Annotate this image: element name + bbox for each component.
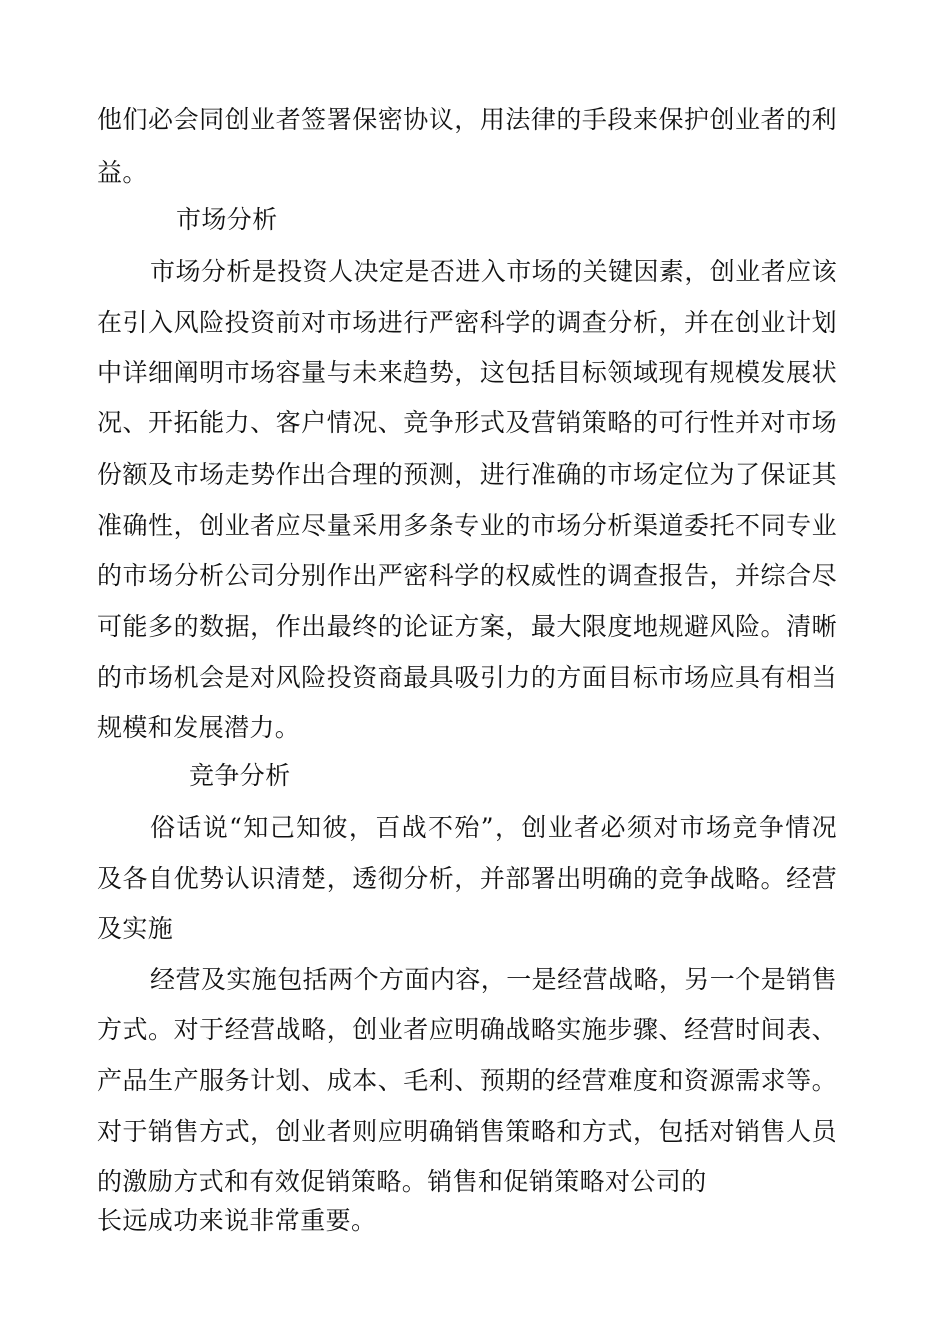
text-line: 的市场分析公司分别作出严密科学的权威性的调查报告，并综合尽 [97,561,837,590]
text-line: 产品生产服务计划、成本、毛利、预期的经营难度和资源需求等。 [97,1066,837,1095]
text-line: 他们必会同创业者签署保密协议，用法律的手段来保护创业者的利 [97,105,837,134]
section-heading-competition-analysis: 竞争分析 [189,761,291,790]
text-line: 方式。对于经营战略，创业者应明确战略实施步骤、经营时间表、 [97,1015,837,1044]
text-line: 规模和发展潜力。 [97,713,301,742]
text-line: 况、开拓能力、客户情况、竞争形式及营销策略的可行性并对市场 [97,408,837,437]
text-line: 经营及实施包括两个方面内容，一是经营战略，另一个是销售 [150,965,837,994]
text-line: 益。 [97,158,148,187]
text-line: 在引入风险投资前对市场进行严密科学的调查分析，并在创业计划 [97,308,837,337]
text-line: 的激励方式和有效促销策略。销售和促销策略对公司的 [97,1167,707,1196]
text-line: 长远成功来说非常重要。 [97,1206,377,1235]
text-line: 对于销售方式，创业者则应明确销售策略和方式，包括对销售人员 [97,1117,837,1146]
text-line: 市场分析是投资人决定是否进入市场的关键因素，创业者应该 [150,257,837,286]
text-line: 及各自优势认识清楚，透彻分析，并部署出明确的竞争战略。经营 [97,864,837,893]
text-line: 份额及市场走势作出合理的预测，进行准确的市场定位为了保证其 [97,460,837,489]
text-line: 准确性，创业者应尽量采用多条专业的市场分析渠道委托不同专业 [97,511,837,540]
text-line: 俗话说“知己知彼，百战不殆”，创业者必须对市场竞争情况 [150,813,837,842]
text-line: 及实施 [97,914,174,943]
text-line: 的市场机会是对风险投资商最具吸引力的方面目标市场应具有相当 [97,663,837,692]
text-line: 中详细阐明市场容量与未来趋势，这包括目标领域现有规模发展状 [97,358,837,387]
text-line: 可能多的数据，作出最终的论证方案，最大限度地规避风险。清晰 [97,612,837,641]
section-heading-market-analysis: 市场分析 [176,205,278,234]
